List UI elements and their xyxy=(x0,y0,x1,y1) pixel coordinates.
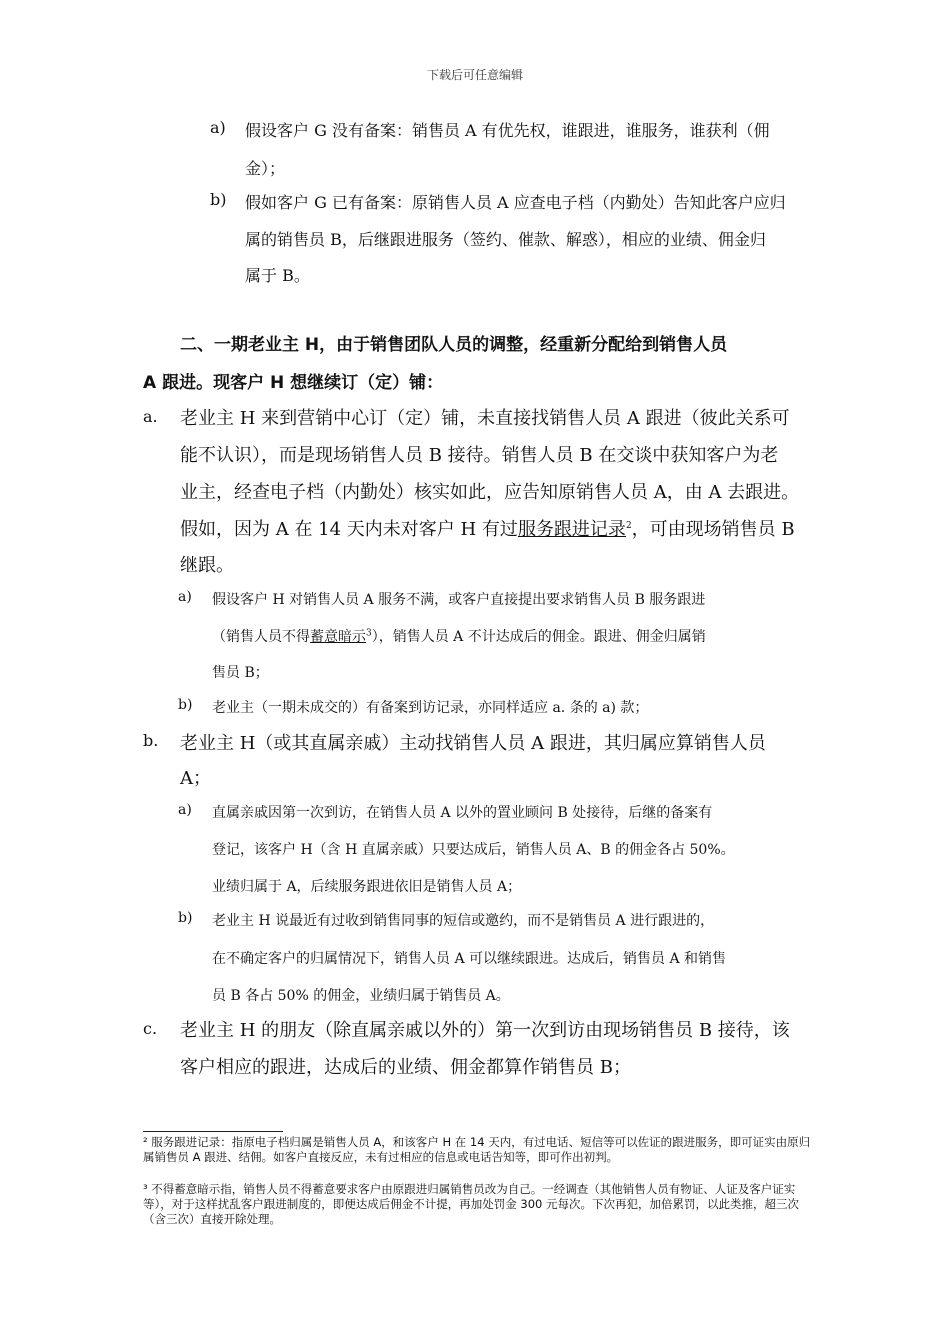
list-marker: a) xyxy=(210,118,226,137)
text-run: ，可由现场销售员 B xyxy=(631,519,795,540)
section-heading: 二、一期老业主 H，由于销售团队人员的调整，经重新分配给到销售人员 xyxy=(180,335,728,355)
footnote-2: ² 服务跟进记录：指原电子档归属是销售人员 A，和该客户 H 在 14 天内，有过电话、短信等可以佐证的跟进服务，即可证实由原归属销售员 A 跟进、结佣。如客户直接反应，未有过相应的信息或电话告知等，即可作出初判。 xyxy=(143,1135,811,1164)
paragraph-line: 属于 B。 xyxy=(245,266,310,285)
paragraph-line: 假如客户 G 已有备案：原销售人员 A 应查电子档（内勤处）告知此客户应归 xyxy=(245,193,786,212)
paragraph-line: 客户相应的跟进，达成后的业绩、佣金都算作销售员 B； xyxy=(180,1057,631,1078)
list-marker: b) xyxy=(210,190,227,209)
paragraph-line: 继跟。 xyxy=(180,555,234,576)
paragraph-line: 直属亲戚因第一次到访，在销售人员 A 以外的置业顾问 B 处接待，后继的备案有 xyxy=(212,805,713,821)
paragraph-line xyxy=(212,626,706,646)
footnote-separator xyxy=(143,1131,283,1132)
list-marker: a. xyxy=(143,407,158,426)
paragraph-line xyxy=(180,515,795,541)
paragraph-line: 老业主 H 来到营销中心订（定）铺，未直接找销售人员 A 跟进（彼此关系可 xyxy=(180,408,790,429)
footnote-3: ³ 不得蓄意暗示指，销售人员不得蓄意要求客户由原跟进归属销售员改为自己。一经调查（其他销售人员有物证、人证及客户证实等），对于这样扰乱客户跟进制度的，即便达成后佣金不计提，再加处罚金 300 元每次。下次再犯，加倍累罚，以此类推，超三次（含三次）直接开除处理。 xyxy=(143,1182,800,1226)
page-header: 下载后可任意编辑 xyxy=(426,68,523,82)
list-marker: a) xyxy=(178,589,192,605)
text-run: 假如，因为 A 在 14 天内未对客户 H 有过 xyxy=(180,519,518,540)
footnote-term: 服务跟进记录 xyxy=(517,519,626,540)
text-run: ），销售人员 A 不计达成后的佣金。跟进、佣金归属销 xyxy=(371,629,706,645)
paragraph-line: 属的销售员 B，后继跟进服务（签约、催款、解惑），相应的业绩、佣金归 xyxy=(245,230,766,249)
paragraph-line: 老业主（一期未成交的）有备案到访记录，亦同样适应 a. 条的 a) 款； xyxy=(212,700,649,716)
text-run: （销售人员不得 xyxy=(212,629,310,645)
paragraph-line: 业主，经查电子档（内勤处）核实如此，应告知原销售人员 A，由 A 去跟进。 xyxy=(180,482,800,503)
paragraph-line: 老业主 H 的朋友（除直属亲戚以外的）第一次到访由现场销售员 B 接待，该 xyxy=(180,1020,790,1041)
paragraph-line: 假设客户 G 没有备案：销售员 A 有优先权，谁跟进，谁服务，谁获利（佣 xyxy=(245,121,770,140)
paragraph-line: 老业主 H 说最近有过收到销售同事的短信或邀约，而不是销售员 A 进行跟进的， xyxy=(212,913,715,929)
paragraph-line: 老业主 H（或其直属亲戚）主动找销售人员 A 跟进，其归属应算销售人员 xyxy=(180,733,766,754)
paragraph-line: 在不确定客户的归属情况下，销售人员 A 可以继续跟进。达成后，销售员 A 和销售 xyxy=(212,951,727,967)
paragraph-line: 员 B 各占 50% 的佣金，业绩归属于销售员 A。 xyxy=(212,988,510,1004)
paragraph-line: 假设客户 H 对销售人员 A 服务不满，或客户直接提出要求销售人员 B 服务跟进 xyxy=(212,592,706,608)
list-marker: c. xyxy=(143,1019,158,1038)
section-heading: A 跟进。现客户 H 想继续订（定）铺： xyxy=(143,373,444,393)
footnote-ref: 3 xyxy=(366,628,372,639)
paragraph-line: 金）； xyxy=(245,159,286,178)
footnote-ref: 2 xyxy=(625,521,632,531)
list-marker: b) xyxy=(178,697,193,713)
paragraph-line: A； xyxy=(180,768,211,789)
paragraph-line: 业绩归属于 A，后续服务跟进依旧是销售人员 A； xyxy=(212,879,522,895)
footnote-term: 蓄意暗示 xyxy=(310,629,366,645)
paragraph-line: 登记，该客户 H（含 H 直属亲戚）只要达成后，销售人员 A、B 的佣金各占 50%。 xyxy=(212,842,735,858)
list-marker: b. xyxy=(143,731,159,750)
list-marker: a) xyxy=(178,802,192,818)
paragraph-line: 售员 B； xyxy=(212,665,269,681)
paragraph-line: 能不认识），而是现场销售人员 B 接待。销售人员 B 在交谈中获知客户为老 xyxy=(180,445,779,466)
list-marker: b) xyxy=(178,910,193,926)
